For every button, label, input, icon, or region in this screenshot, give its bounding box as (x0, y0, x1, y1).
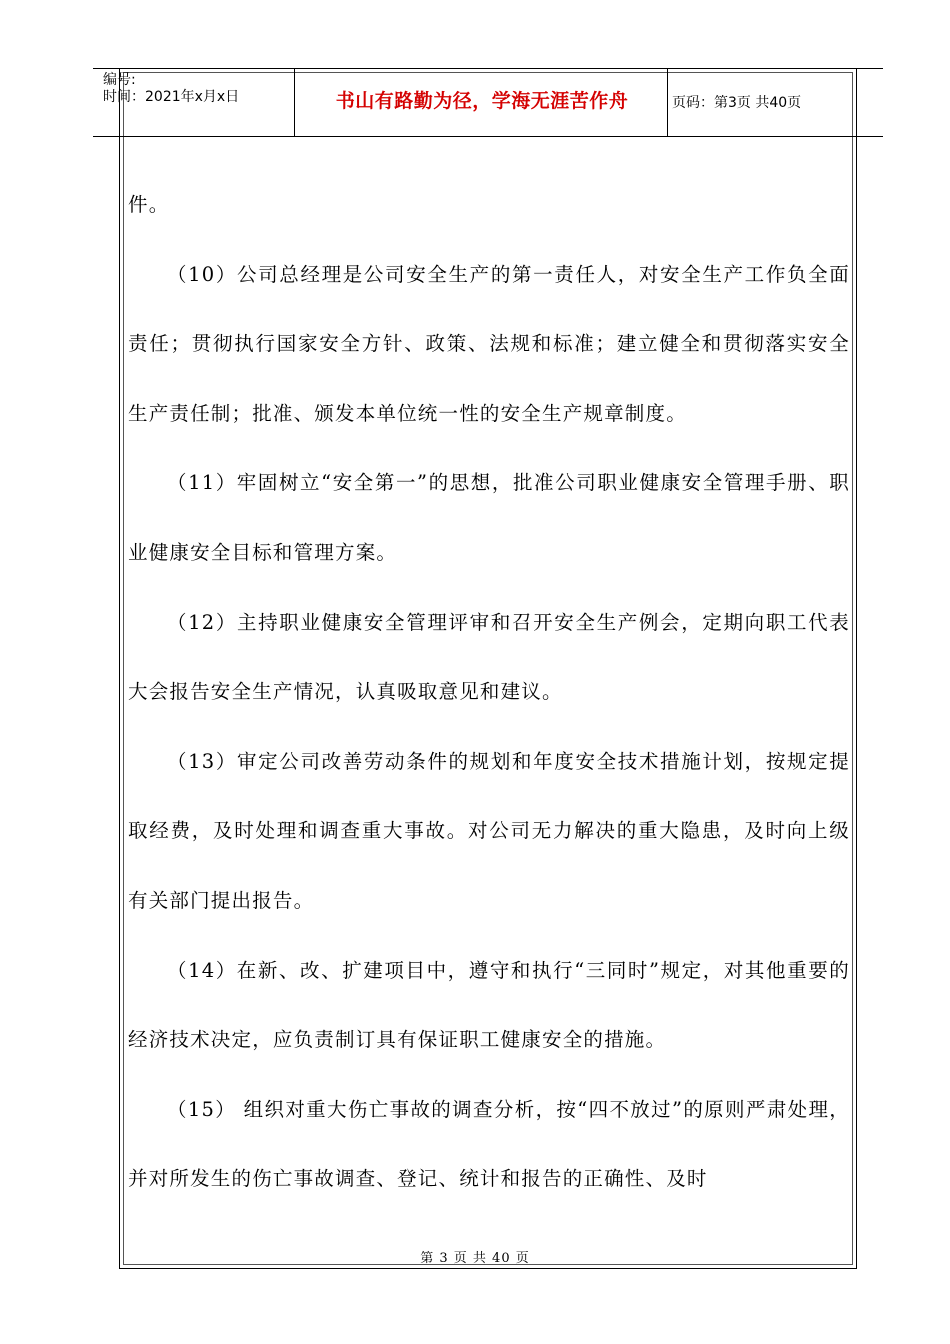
document-body (128, 170, 850, 1214)
paragraph-13: （13）审定公司改善劳动条件的规划和年度安全技术措施计划，按规定提取经费，及时处理和调查重大事故。对公司无力解决的重大隐患，及时向上级有关部门提出报告。 (128, 749, 850, 912)
paragraph-continuation: 件。 (128, 193, 170, 216)
header-motto: 书山有路勤为径，学海无涯苦作舟 (335, 90, 629, 112)
header-top-rule (93, 68, 883, 69)
paragraph-11: （11）牢固树立“安全第一”的思想，批准公司职业健康安全管理手册、职业健康安全目标和管理方案。 (128, 471, 850, 564)
paragraph-15: （15） 组织对重大伤亡事故的调查分析，按“四不放过”的原则严肃处理，并对所发生的伤亡事故调查、登记、统计和报告的正确性、及时 (128, 1097, 850, 1191)
paragraph-12: （12）主持职业健康安全管理评审和召开安全生产例会，定期向职工代表大会报告安全生产情况，认真吸取意见和建议。 (128, 610, 850, 704)
page-footer: 第 3 页 共 40 页 (420, 1251, 530, 1266)
serial-label: 编号: (103, 72, 136, 88)
header-bottom-rule (93, 136, 883, 137)
paragraph-14: （14）在新、改、扩建项目中，遵守和执行“三同时”规定，对其他重要的经济技术决定，应负责制订具有保证职工健康安全的措施。 (128, 958, 850, 1052)
header-divider-right (667, 68, 668, 136)
time-label: 时间：2021年x月x日 (103, 89, 240, 105)
paragraph-10: （10）公司总经理是公司安全生产的第一责任人，对安全生产工作负全面责任；贯彻执行国家安全方针、政策、法规和标准；建立健全和贯彻落实安全生产责任制；批准、颁发本单位统一性的安全生产规章制度。 (128, 262, 850, 425)
header-meta (103, 72, 239, 106)
header-page-label: 页码：第3页 共40页 (672, 95, 802, 111)
header-divider-left (294, 68, 295, 136)
